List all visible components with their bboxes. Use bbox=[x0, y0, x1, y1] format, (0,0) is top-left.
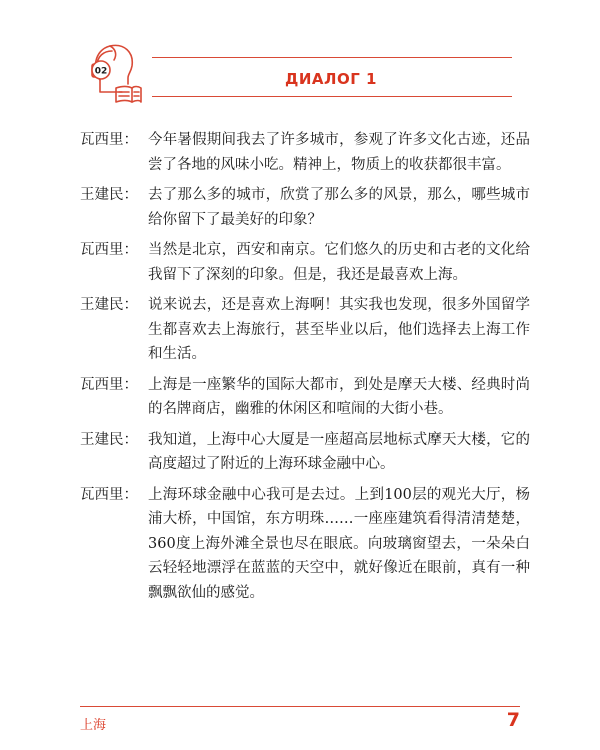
speaker-name: 王建民： bbox=[80, 431, 138, 448]
speech-text: 上海是一座繁华的国际大都市，到处是摩天大楼、经典时尚的名牌商店，幽雅的休闲区和喧闹的大街小巷。 bbox=[148, 376, 530, 417]
page-number: 7 bbox=[506, 709, 520, 731]
footer-rule bbox=[80, 706, 520, 707]
speech-text: 我知道，上海中心大厦是一座超高层地标式摩天大楼，它的高度超过了附近的上海环球金融中心。 bbox=[148, 431, 530, 472]
dialogue-turn bbox=[80, 483, 530, 606]
speaker-name: 王建民： bbox=[80, 187, 138, 203]
dialogue-turn bbox=[80, 293, 530, 367]
speech-text: 去了那么多的城市，欣赏了那么多的风景，那么，哪些城市给你留下了最美好的印象？ bbox=[148, 187, 530, 228]
dialogue-turn bbox=[80, 238, 530, 287]
dialogue-turn bbox=[80, 128, 530, 177]
speaker-name: 王建民： bbox=[80, 297, 138, 313]
dialogue-turn bbox=[80, 428, 530, 477]
title-bottom-rule bbox=[152, 96, 512, 97]
speech-text: 上海环球金融中心我可是去过。上到100层的观光大厅，杨浦大桥，中国馆，东方明珠……一座座建筑看得清清楚楚，360度上海外滩全景也尽在眼底。向玻璃窗望去，一朵朵白云轻轻地漂浮在蓝蓝的天空中，就好像近在眼前，真有一种飘飘欲仙的感觉。 bbox=[148, 486, 530, 601]
dialogue-body bbox=[80, 128, 530, 611]
speaker-name: 瓦西里： bbox=[80, 132, 138, 148]
audio-reading-icon bbox=[86, 40, 142, 106]
speech-text: 当然是北京，西安和南京。它们悠久的历史和古老的文化给我留下了深刻的印象。但是，我还是最喜欢上海。 bbox=[148, 242, 530, 283]
speaker-name: 瓦西里： bbox=[80, 242, 138, 258]
speaker-name: 瓦西里： bbox=[80, 376, 138, 393]
title-top-rule bbox=[152, 57, 512, 58]
dialogue-turn bbox=[80, 183, 530, 232]
footer-section-label: 上海 bbox=[80, 718, 107, 733]
speaker-name: 瓦西里： bbox=[80, 486, 138, 503]
page-title: ДИАЛОГ 1 bbox=[285, 70, 377, 88]
speech-text: 今年暑假期间我去了许多城市，参观了许多文化古迹，还品尝了各地的风味小吃。精神上，物质上的收获都很丰富。 bbox=[148, 132, 530, 173]
track-number: 02 bbox=[94, 66, 108, 77]
dialogue-turn bbox=[80, 373, 530, 422]
speech-text: 说来说去，还是喜欢上海啊！其实我也发现，很多外国留学生都喜欢去上海旅行，甚至毕业以后，他们选择去上海工作和生活。 bbox=[148, 297, 530, 362]
